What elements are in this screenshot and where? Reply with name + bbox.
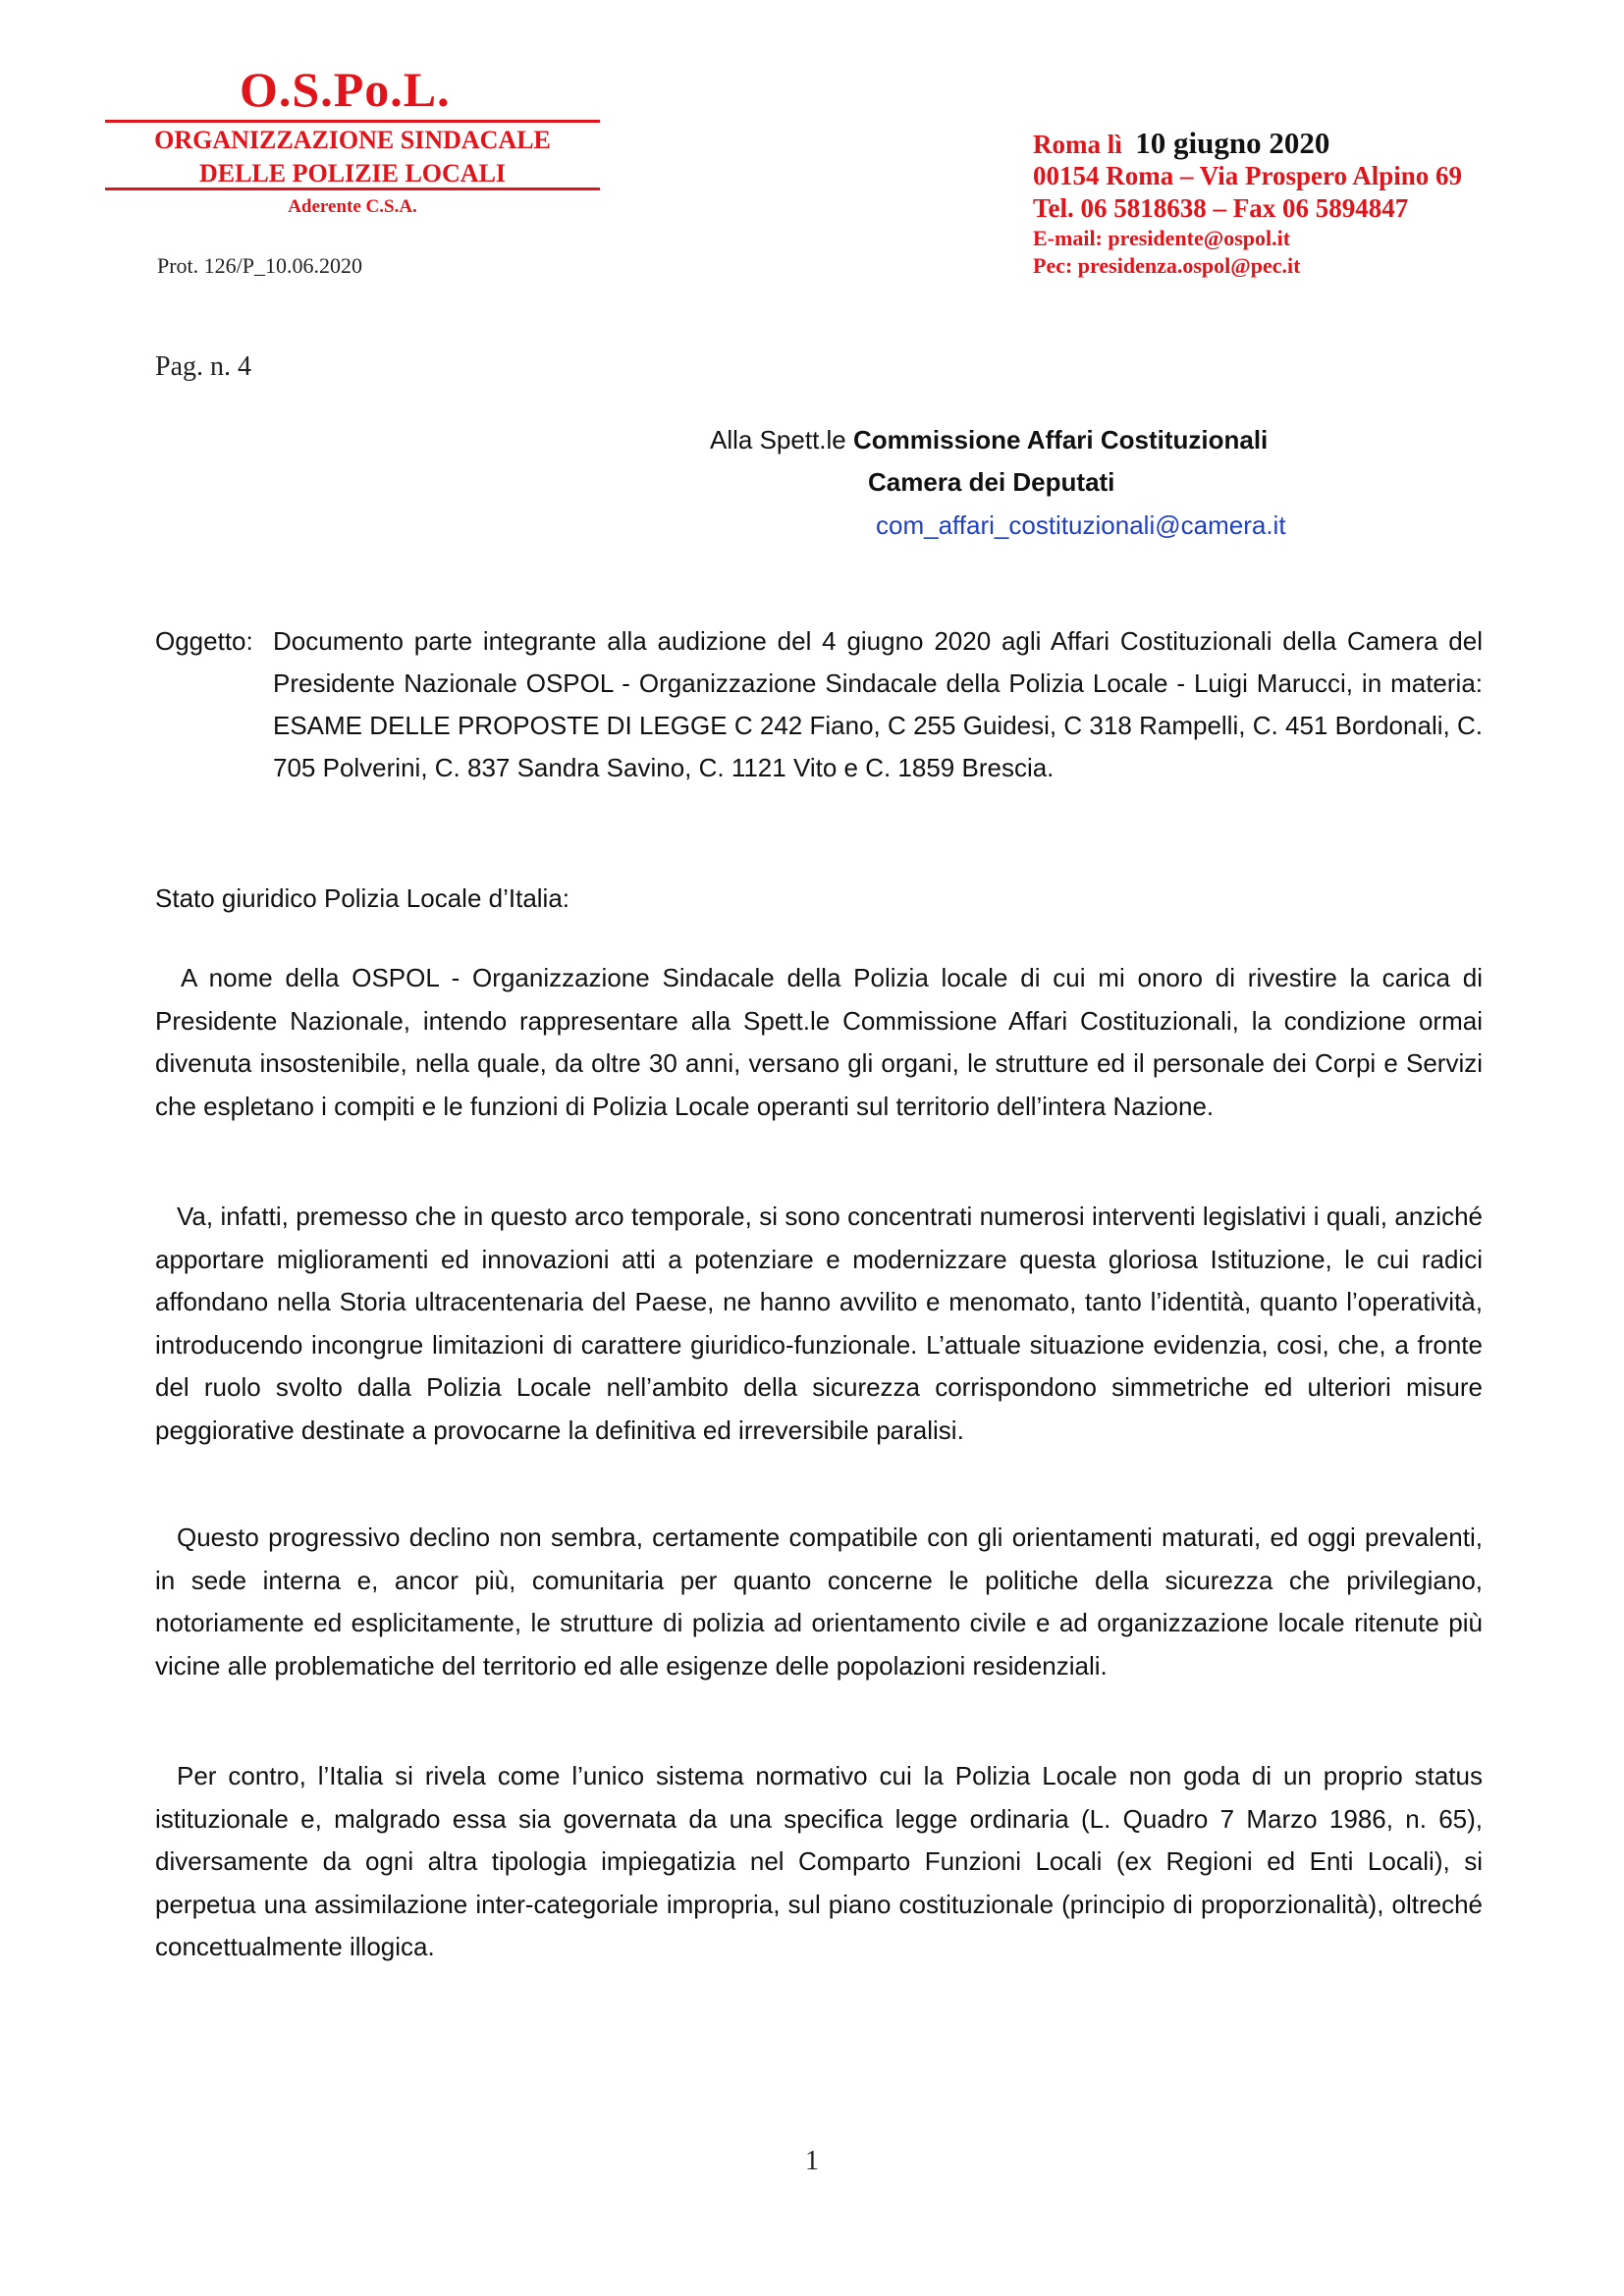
page-number: 1 (805, 2146, 819, 2176)
org-name-line2: DELLE POLIZIE LOCALI (198, 159, 507, 187)
letterhead-rule-bottom (105, 187, 600, 190)
org-name-line1: ORGANIZZAZIONE SINDACALE (154, 126, 551, 154)
org-phone-fax: Tel. 06 5818638 – Fax 06 5894847 (1033, 193, 1409, 223)
page-label: Pag. n. 4 (155, 351, 251, 382)
letter-date: 10 giugno 2020 (1135, 126, 1330, 160)
body-paragraph: A nome della OSPOL - Organizzazione Sindacale della Polizia locale di cui mi onoro di rivestire la carica di Presidente Nazionale, intendo rappresentare alla Spett.le Commissione Affari Costituzionali, la condizione ormai divenuta insostenibile, nella quale, da oltre 30 anni, versano gli organi, le strutture ed il personale dei Corpi e Servizi che espletano i compiti e le funzioni di Polizia Locale operanti sul territorio dell’intera Nazione. (155, 963, 1483, 1121)
recipient-line1 (710, 425, 1268, 455)
org-logo: O.S.Po.L. (240, 62, 451, 117)
recipient-prefix: Alla Spett.le (710, 425, 846, 454)
place-label: Roma lì (1033, 130, 1122, 159)
org-pec[interactable]: Pec: presidenza.ospol@pec.it (1033, 253, 1301, 278)
org-address: 00154 Roma – Via Prospero Alpino 69 (1033, 161, 1463, 190)
recipient-name: Commissione Affari Costituzionali (852, 425, 1269, 454)
subject-block (155, 620, 1483, 782)
subject-label: Oggetto: (155, 626, 253, 656)
recipient-email-link[interactable]: com_affari_costituzionali@camera.it (876, 510, 1286, 540)
aderente-label: Aderente C.S.A. (288, 196, 417, 217)
body-paragraph: Va, infatti, premesso che in questo arco temporale, si sono concentrati numerosi interventi legislativi i quali, anziché apportare miglioramenti ed innovazioni atti a potenziare e modernizzare questa gloriosa Istituzione, le cui radici affondano nella Storia ultracentenaria del Paese, ne hanno avvilito e menomato, tanto l’identità, quanto l’operatività, introducendo incongrue limitazioni di carattere giuridico-funzionale. L’attuale situazione evidenzia, cosi, che, a fronte del ruolo svolto dalla Polizia Locale nell’ambito della sicurezza corrispondono simmetriche ed ulteriori misure peggiorative destinate a provocarne la definitiva ed irreversibile paralisi. (155, 1201, 1483, 1445)
body-paragraph: Questo progressivo declino non sembra, certamente compatibile con gli orientamenti maturati, ed oggi prevalenti, in sede interna e, ancor più, comunitaria per quanto concerne le politiche della sicurezza che privilegiano, notoriamente ed esplicitamente, le strutture di polizia ad orientamento civile e ad organizzazione locale ritenute più vicine alle problematiche del territorio ed alle esigenze delle popolazioni residenziali. (155, 1522, 1483, 1681)
section-title: Stato giuridico Polizia Locale d’Italia: (155, 883, 570, 913)
recipient-line2: Camera dei Deputati (868, 467, 1115, 497)
body-paragraph: Per contro, l’Italia si rivela come l’unico sistema normativo cui la Polizia Locale non goda di un proprio status istituzionale e, malgrado essa sia governata da una specifica legge ordinaria (L. Quadro 7 Marzo 1986, n. 65), diversamente da ogni altra tipologia impiegatizia nel Comparto Funzioni Locali (ex Regioni ed Enti Locali), si perpetua una assimilazione inter-categoriale impropria, sul piano costituzionale (principio di proporzionalità), oltreché concettualmente illogica. (155, 1761, 1483, 1961)
org-email[interactable]: E-mail: presidente@ospol.it (1033, 226, 1291, 250)
subject-text: Documento parte integrante alla audizione del 4 giugno 2020 agli Affari Costituzionali della Camera del Presidente Nazionale OSPOL - Organizzazione Sindacale della Polizia Locale - Luigi Marucci, in materia: ESAME DELLE PROPOSTE DI LEGGE C 242 Fiano, C 255 Guidesi, C 318 Rampelli, C. 451 Bordonali, C. 705 Polverini, C. 837 Sandra Savino, C. 1121 Vito e C. 1859 Brescia. (273, 626, 1483, 782)
place-date (1033, 126, 1329, 161)
protocol-number: Prot. 126/P_10.06.2020 (157, 253, 363, 278)
letterhead-rule-top (105, 120, 600, 123)
